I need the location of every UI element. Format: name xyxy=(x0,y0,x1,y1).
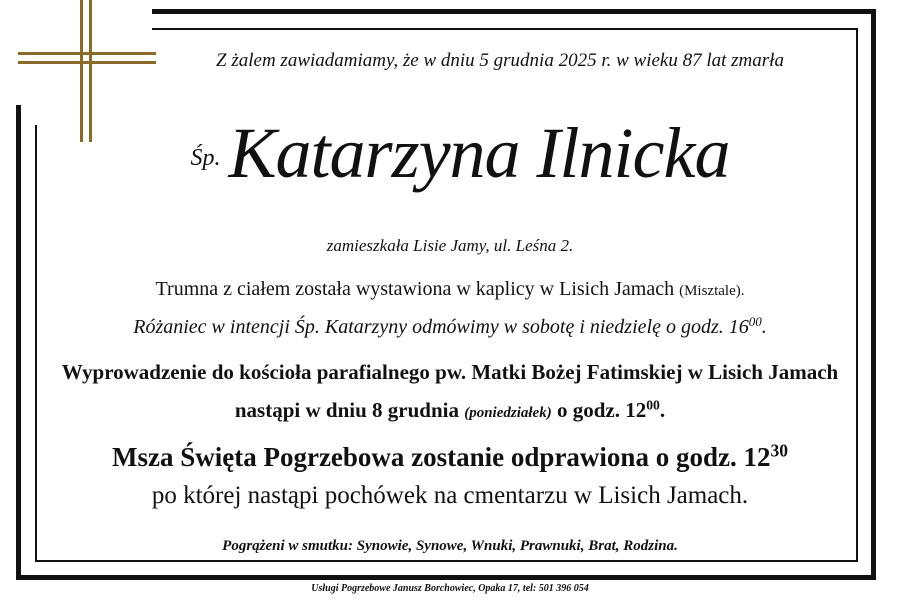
mass-minutes: 30 xyxy=(770,440,788,461)
rosary-end: . xyxy=(761,316,767,338)
funeral-home-footer: Usługi Pogrzebowe Janusz Borchowiec, Opaka 17, tel: 501 396 054 xyxy=(311,583,589,594)
frame-border-top xyxy=(152,9,876,14)
frame-border-bottom xyxy=(16,575,876,580)
mass-main: Msza Święta Pogrzebowa zostanie odprawiona o godz. 12 xyxy=(112,442,771,472)
viewing-main: Trumna z ciałem została wystawiona w kaplicy w Lisich Jamach xyxy=(155,278,675,300)
intro-text: Z żalem zawiadamiamy, że w dniu 5 grudnia 2025 r. w wieku 87 lat zmarła xyxy=(216,50,784,71)
frame-border-bottom-inner xyxy=(35,560,858,562)
rosary-text xyxy=(0,313,900,339)
procession-time: o godz. 12 xyxy=(556,398,647,422)
mourners-text: Pogrążeni w smutku: Synowie, Synowe, Wnuki, Prawnuki, Brat, Rodzina. xyxy=(222,538,678,554)
procession-minutes: 00 xyxy=(646,397,660,413)
frame-border-top-inner xyxy=(152,28,858,30)
rosary-main: Różaniec w intencji Śp. Katarzyny odmówimy w sobotę i niedzielę o godz. 16 xyxy=(133,316,749,338)
name-prefix: Śp. xyxy=(190,145,221,171)
procession-date: nastąpi w dniu 8 grudnia xyxy=(234,398,459,422)
procession-line-2 xyxy=(0,398,900,423)
viewing-note: (Misztale). xyxy=(679,283,745,299)
deceased-name-row xyxy=(60,112,860,195)
residence-text: zamieszkała Lisie Jamy, ul. Leśna 2. xyxy=(326,236,574,255)
deceased-name: Katarzyna Ilnicka xyxy=(228,113,730,193)
mass-text xyxy=(0,442,900,473)
burial-text: po której nastąpi pochówek na cmentarzu w Lisich Jamach. xyxy=(151,482,749,509)
procession-end: . xyxy=(659,398,666,422)
viewing-text xyxy=(0,278,900,301)
procession-line-1: Wyprowadzenie do kościoła parafialnego pw. Matki Bożej Fatimskiej w Lisich Jamach xyxy=(61,360,839,384)
rosary-minutes: 00 xyxy=(748,313,762,329)
procession-day: (poniedziałek) xyxy=(464,405,552,421)
